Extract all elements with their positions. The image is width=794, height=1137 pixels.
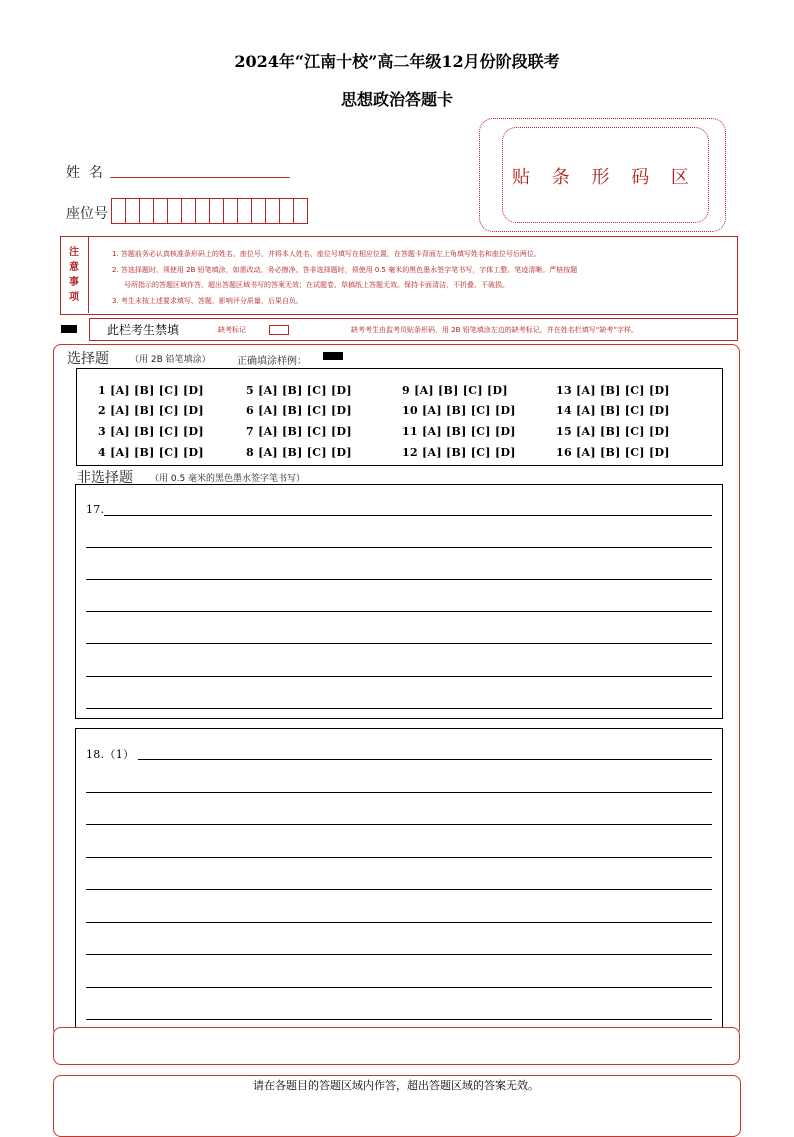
seat-number-boxes[interactable] xyxy=(111,198,307,222)
notice-char: 意 xyxy=(69,261,79,273)
absent-mark-sample xyxy=(61,325,77,333)
seat-label: 座位号 xyxy=(66,206,108,222)
answer-line xyxy=(138,759,712,760)
notice-char: 事 xyxy=(69,276,79,288)
answer-line xyxy=(86,611,712,612)
q17-answer-box[interactable] xyxy=(75,484,723,719)
answer-line xyxy=(86,1019,712,1020)
non-choice-title: 非选择题 xyxy=(77,470,133,486)
choice-question[interactable]: 10 [A] [B] [C] [D] xyxy=(402,404,516,417)
choice-title: 选择题 xyxy=(67,351,109,367)
forbidden-note: 缺考考生由监考员贴条形码，用 2B 铅笔填涂左边的缺考标记，并在姓名栏填写“缺考”字样。 xyxy=(351,326,638,334)
choice-question[interactable]: 4 [A] [B] [C] [D] xyxy=(98,446,204,459)
page-subtitle: 思想政治答题卡 xyxy=(340,90,453,109)
non-choice-hint: （用 0.5 毫米的黑色墨水签字笔书写） xyxy=(150,474,306,484)
notice-line-4: 3. 考生未按上述要求填写、答题，影响评分质量，后果自负。 xyxy=(112,297,303,305)
choice-question[interactable]: 2 [A] [B] [C] [D] xyxy=(98,404,204,417)
choice-hint: （用 2B 铅笔填涂） xyxy=(130,355,211,365)
example-mark xyxy=(323,352,343,360)
choice-question[interactable]: 15 [A] [B] [C] [D] xyxy=(556,425,670,438)
seat-box[interactable] xyxy=(223,198,238,224)
q18-answer-box[interactable] xyxy=(75,728,723,1040)
q17-label: 17. xyxy=(86,503,105,516)
name-field[interactable] xyxy=(110,177,290,178)
footer-note: 请在各题目的答题区域内作答，超出答题区域的答案无效。 xyxy=(253,1079,539,1092)
answer-line xyxy=(86,792,712,793)
answer-line xyxy=(86,676,712,677)
choice-question[interactable]: 7 [A] [B] [C] [D] xyxy=(246,425,352,438)
answer-line xyxy=(86,954,712,955)
notice-line-1: 1. 答题前务必认真核准条形码上的姓名、座位号，并将本人姓名、座位号填写在相应位置，在答题卡背面左上角填写姓名和座位号后两位。 xyxy=(112,250,541,258)
answer-line xyxy=(86,889,712,890)
answer-line xyxy=(86,857,712,858)
seat-box[interactable] xyxy=(111,198,126,224)
answer-line xyxy=(86,708,712,709)
seat-box[interactable] xyxy=(279,198,294,224)
seat-box[interactable] xyxy=(181,198,196,224)
choice-question[interactable]: 8 [A] [B] [C] [D] xyxy=(246,446,352,459)
choice-question[interactable]: 5 [A] [B] [C] [D] xyxy=(246,384,352,397)
notice-line-3: 号所指示的答题区域作答，超出答题区域书写的答案无效；在试题卷、草稿纸上答题无效。保持卡面清洁，不折叠、不破损。 xyxy=(124,281,509,289)
seat-box[interactable] xyxy=(265,198,280,224)
choice-question[interactable]: 13 [A] [B] [C] [D] xyxy=(556,384,670,397)
choice-question[interactable]: 1 [A] [B] [C] [D] xyxy=(98,384,204,397)
example-label: 正确填涂样例： xyxy=(237,356,307,367)
seat-box[interactable] xyxy=(293,198,308,224)
choice-question[interactable]: 6 [A] [B] [C] [D] xyxy=(246,404,352,417)
seat-box[interactable] xyxy=(251,198,266,224)
seat-box[interactable] xyxy=(139,198,154,224)
notice-label xyxy=(60,236,89,313)
seat-box[interactable] xyxy=(153,198,168,224)
choice-question[interactable]: 12 [A] [B] [C] [D] xyxy=(402,446,516,459)
barcode-label: 贴 条 形 码 区 xyxy=(512,167,697,188)
seat-box[interactable] xyxy=(209,198,224,224)
choice-question[interactable]: 16 [A] [B] [C] [D] xyxy=(556,446,670,459)
notice-char: 项 xyxy=(69,291,79,303)
answer-line xyxy=(86,824,712,825)
absent-mark-label: 缺考标记 xyxy=(218,326,246,334)
q18-label: 18.（1） xyxy=(86,748,135,761)
seat-box[interactable] xyxy=(125,198,140,224)
seat-box[interactable] xyxy=(167,198,182,224)
choice-question[interactable]: 14 [A] [B] [C] [D] xyxy=(556,404,670,417)
seat-box[interactable] xyxy=(195,198,210,224)
notice-char: 注 xyxy=(69,246,79,258)
seat-box[interactable] xyxy=(237,198,252,224)
forbidden-title: 此栏考生禁填 xyxy=(107,323,180,337)
notice-line-2: 2. 答选择题时，须使用 2B 铅笔填涂，如需改动，务必擦净。答非选择题时，须使用 0.5 毫米的黑色墨水签字笔书写，字体工整、笔迹清晰。严格按题 xyxy=(112,266,578,274)
choice-question[interactable]: 11 [A] [B] [C] [D] xyxy=(402,425,516,438)
page-title: 2024年“江南十校”高二年级12月份阶段联考 xyxy=(234,52,560,71)
choice-question[interactable]: 3 [A] [B] [C] [D] xyxy=(98,425,204,438)
page-bottom-strip xyxy=(53,1027,740,1065)
answer-line xyxy=(104,515,712,516)
answer-line xyxy=(86,922,712,923)
absent-mark-box[interactable] xyxy=(269,325,289,335)
choice-question[interactable]: 9 [A] [B] [C] [D] xyxy=(402,384,508,397)
answer-line xyxy=(86,547,712,548)
answer-line xyxy=(86,643,712,644)
answer-line xyxy=(86,579,712,580)
answer-line xyxy=(86,987,712,988)
name-label: 姓 名 xyxy=(66,165,103,181)
